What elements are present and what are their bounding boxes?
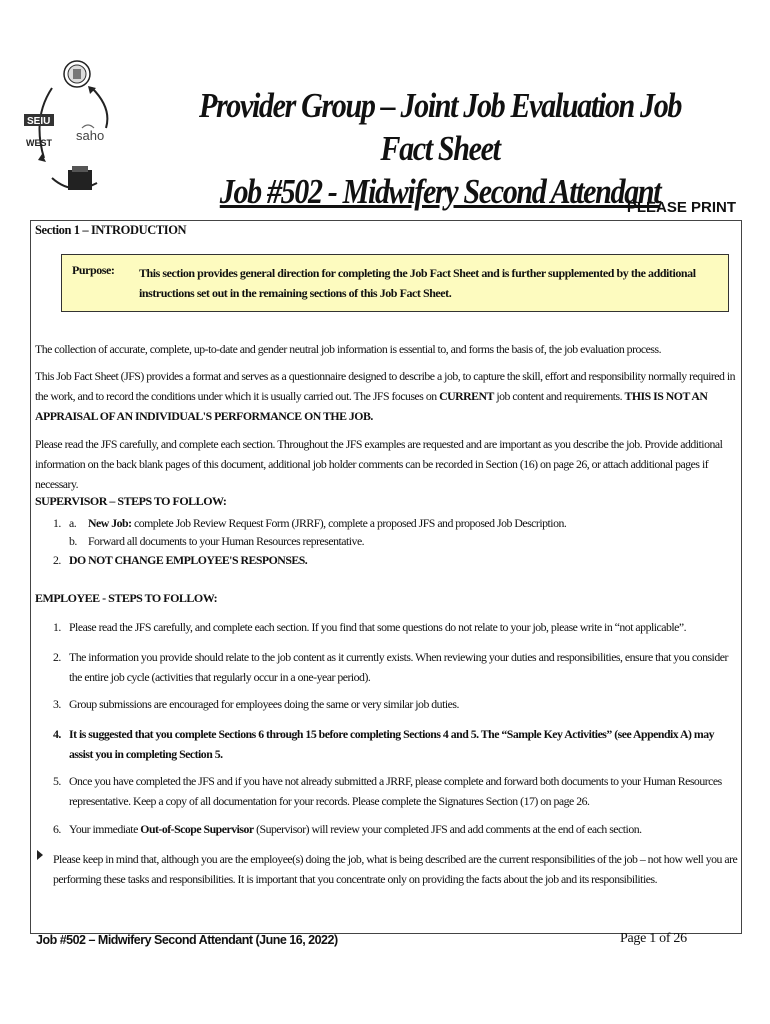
please-print-label: PLEASE PRINT: [626, 199, 736, 216]
supervisor-item-2: DO NOT CHANGE EMPLOYEE'S RESPONSES.: [69, 553, 308, 567]
paragraph-jfs-description: [35, 366, 741, 426]
employee-item-3: Group submissions are encouraged for employees doing the same or very similar job duties.: [69, 697, 459, 711]
supervisor-item-1-number: 1.: [53, 516, 61, 530]
union-logos-cluster: [22, 58, 122, 198]
supervisor-item-1b: Forward all documents to your Human Resources representative.: [88, 534, 365, 548]
paragraph-instructions: Please read the JFS carefully, and complete each section. Throughout the JFS examples are requested and are important as you describe the job. Provide additional information on the back blank pages of this document, additional job holder comments can be recorded in Section (16) on page 26, or attach additional pages if necessary.: [35, 437, 723, 491]
footer-page-number: Page 1 of 26: [620, 931, 687, 946]
new-job-label: New Job:: [88, 516, 132, 530]
document-title: [173, 84, 706, 213]
supervisor-item-1a-letter: a.: [69, 516, 77, 530]
employee-note: Please keep in mind that, although you are the employee(s) doing the job, what is being described are the current responsibilities of the job – not how well you are performing these tasks and responsibilities. It is important that you concentrate only on providing the facts about the job and its responsibilities.: [53, 852, 738, 886]
bullet-arrow-icon: [37, 850, 43, 860]
out-of-scope-supervisor: Out-of-Scope Supervisor: [140, 822, 254, 836]
current-emphasis: CURRENT: [439, 389, 494, 403]
employee-item-5-number: 5.: [53, 774, 61, 788]
employee-item-4-number: 4.: [53, 727, 61, 741]
saho-text: saho: [76, 128, 105, 143]
purpose-label: Purpose:: [72, 263, 115, 277]
employee-item-3-number: 3.: [53, 697, 61, 711]
employee-heading: EMPLOYEE - STEPS TO FOLLOW:: [35, 591, 218, 605]
title-line-1: Provider Group – Joint Job Evaluation Job Fact Sheet: [198, 86, 682, 168]
new-job-text: complete Job Review Request Form (JRRF), complete a proposed JFS and proposed Job Description.: [131, 516, 567, 530]
paragraph-jfs-text-2: job content and requirements.: [493, 389, 625, 403]
item-6-pre: Your immediate: [69, 822, 141, 836]
title-line-2: Job #502 - Midwifery Second Attendant: [219, 172, 661, 211]
section-heading: Section 1 – INTRODUCTION: [35, 223, 187, 237]
west-text: WEST: [26, 138, 52, 148]
purpose-text: This section provides general direction for completing the Job Fact Sheet and is further supplemented by the additional instructions set out in the remaining sections of this Job Fact Sheet.: [139, 266, 696, 300]
paragraph-jfs-text: This Job Fact Sheet (JFS) provides a format and serves as a questionnaire designed to describe a job, to capture the skill, effort and responsibility normally required in the work, and to record the conditions under which it is usually carried out. The JFS focuses on: [35, 369, 736, 403]
seiu-text: SEIU: [27, 116, 51, 127]
item-6-post: (Supervisor) will review your completed JFS and add comments at the end of each section.: [253, 822, 642, 836]
supervisor-heading: SUPERVISOR – STEPS TO FOLLOW:: [35, 494, 227, 508]
hea-logo: [68, 166, 92, 190]
employee-item-1-number: 1.: [53, 620, 61, 634]
paragraph-collection: The collection of accurate, complete, up-to-date and gender neutral job information is essential to, and forms the basis of, the job evaluation process.: [35, 342, 662, 356]
not-appraisal-notice: THIS IS NOT AN APPRAISAL OF AN INDIVIDUAL'S PERFORMANCE ON THE JOB.: [35, 389, 708, 423]
employee-item-6: [69, 819, 734, 839]
supervisor-item-1b-letter: b.: [69, 534, 77, 548]
cycle-arrow-icon: [92, 88, 107, 128]
supervisor-item-1a: [88, 513, 728, 533]
employee-item-2: The information you provide should relate to the job content as it currently exists. When reviewing your duties and responsibilities, ensure that you consider the entire job cycle (activities that regularly occur in a one-year period).: [69, 650, 728, 684]
supervisor-item-2-number: 2.: [53, 553, 61, 567]
employee-item-5: Once you have completed the JFS and if you have not already submitted a JRRF, please complete and forward both documents to your Human Resources representative. Keep a copy of all documentation for your records. Please complete the Signatures Section (17) on page 26.: [69, 774, 722, 808]
employee-item-6-number: 6.: [53, 822, 61, 836]
footer-job-title: Job #502 – Midwifery Second Attendant (June 16, 2022): [36, 933, 338, 947]
employee-item-1: Please read the JFS carefully, and complete each section. If you find that some questions do not relate to your job, please write in “not applicable”.: [69, 620, 687, 634]
purpose-callout: [61, 254, 729, 312]
employee-item-2-number: 2.: [53, 650, 61, 664]
employee-item-4: It is suggested that you complete Sections 6 through 15 before completing Sections 4 and 5. The “Sample Key Activities” (see Appendix A) may assist you in completing Section 5.: [69, 727, 715, 761]
saho-logo: [76, 125, 104, 143]
bc-seal-logo: [64, 61, 90, 87]
